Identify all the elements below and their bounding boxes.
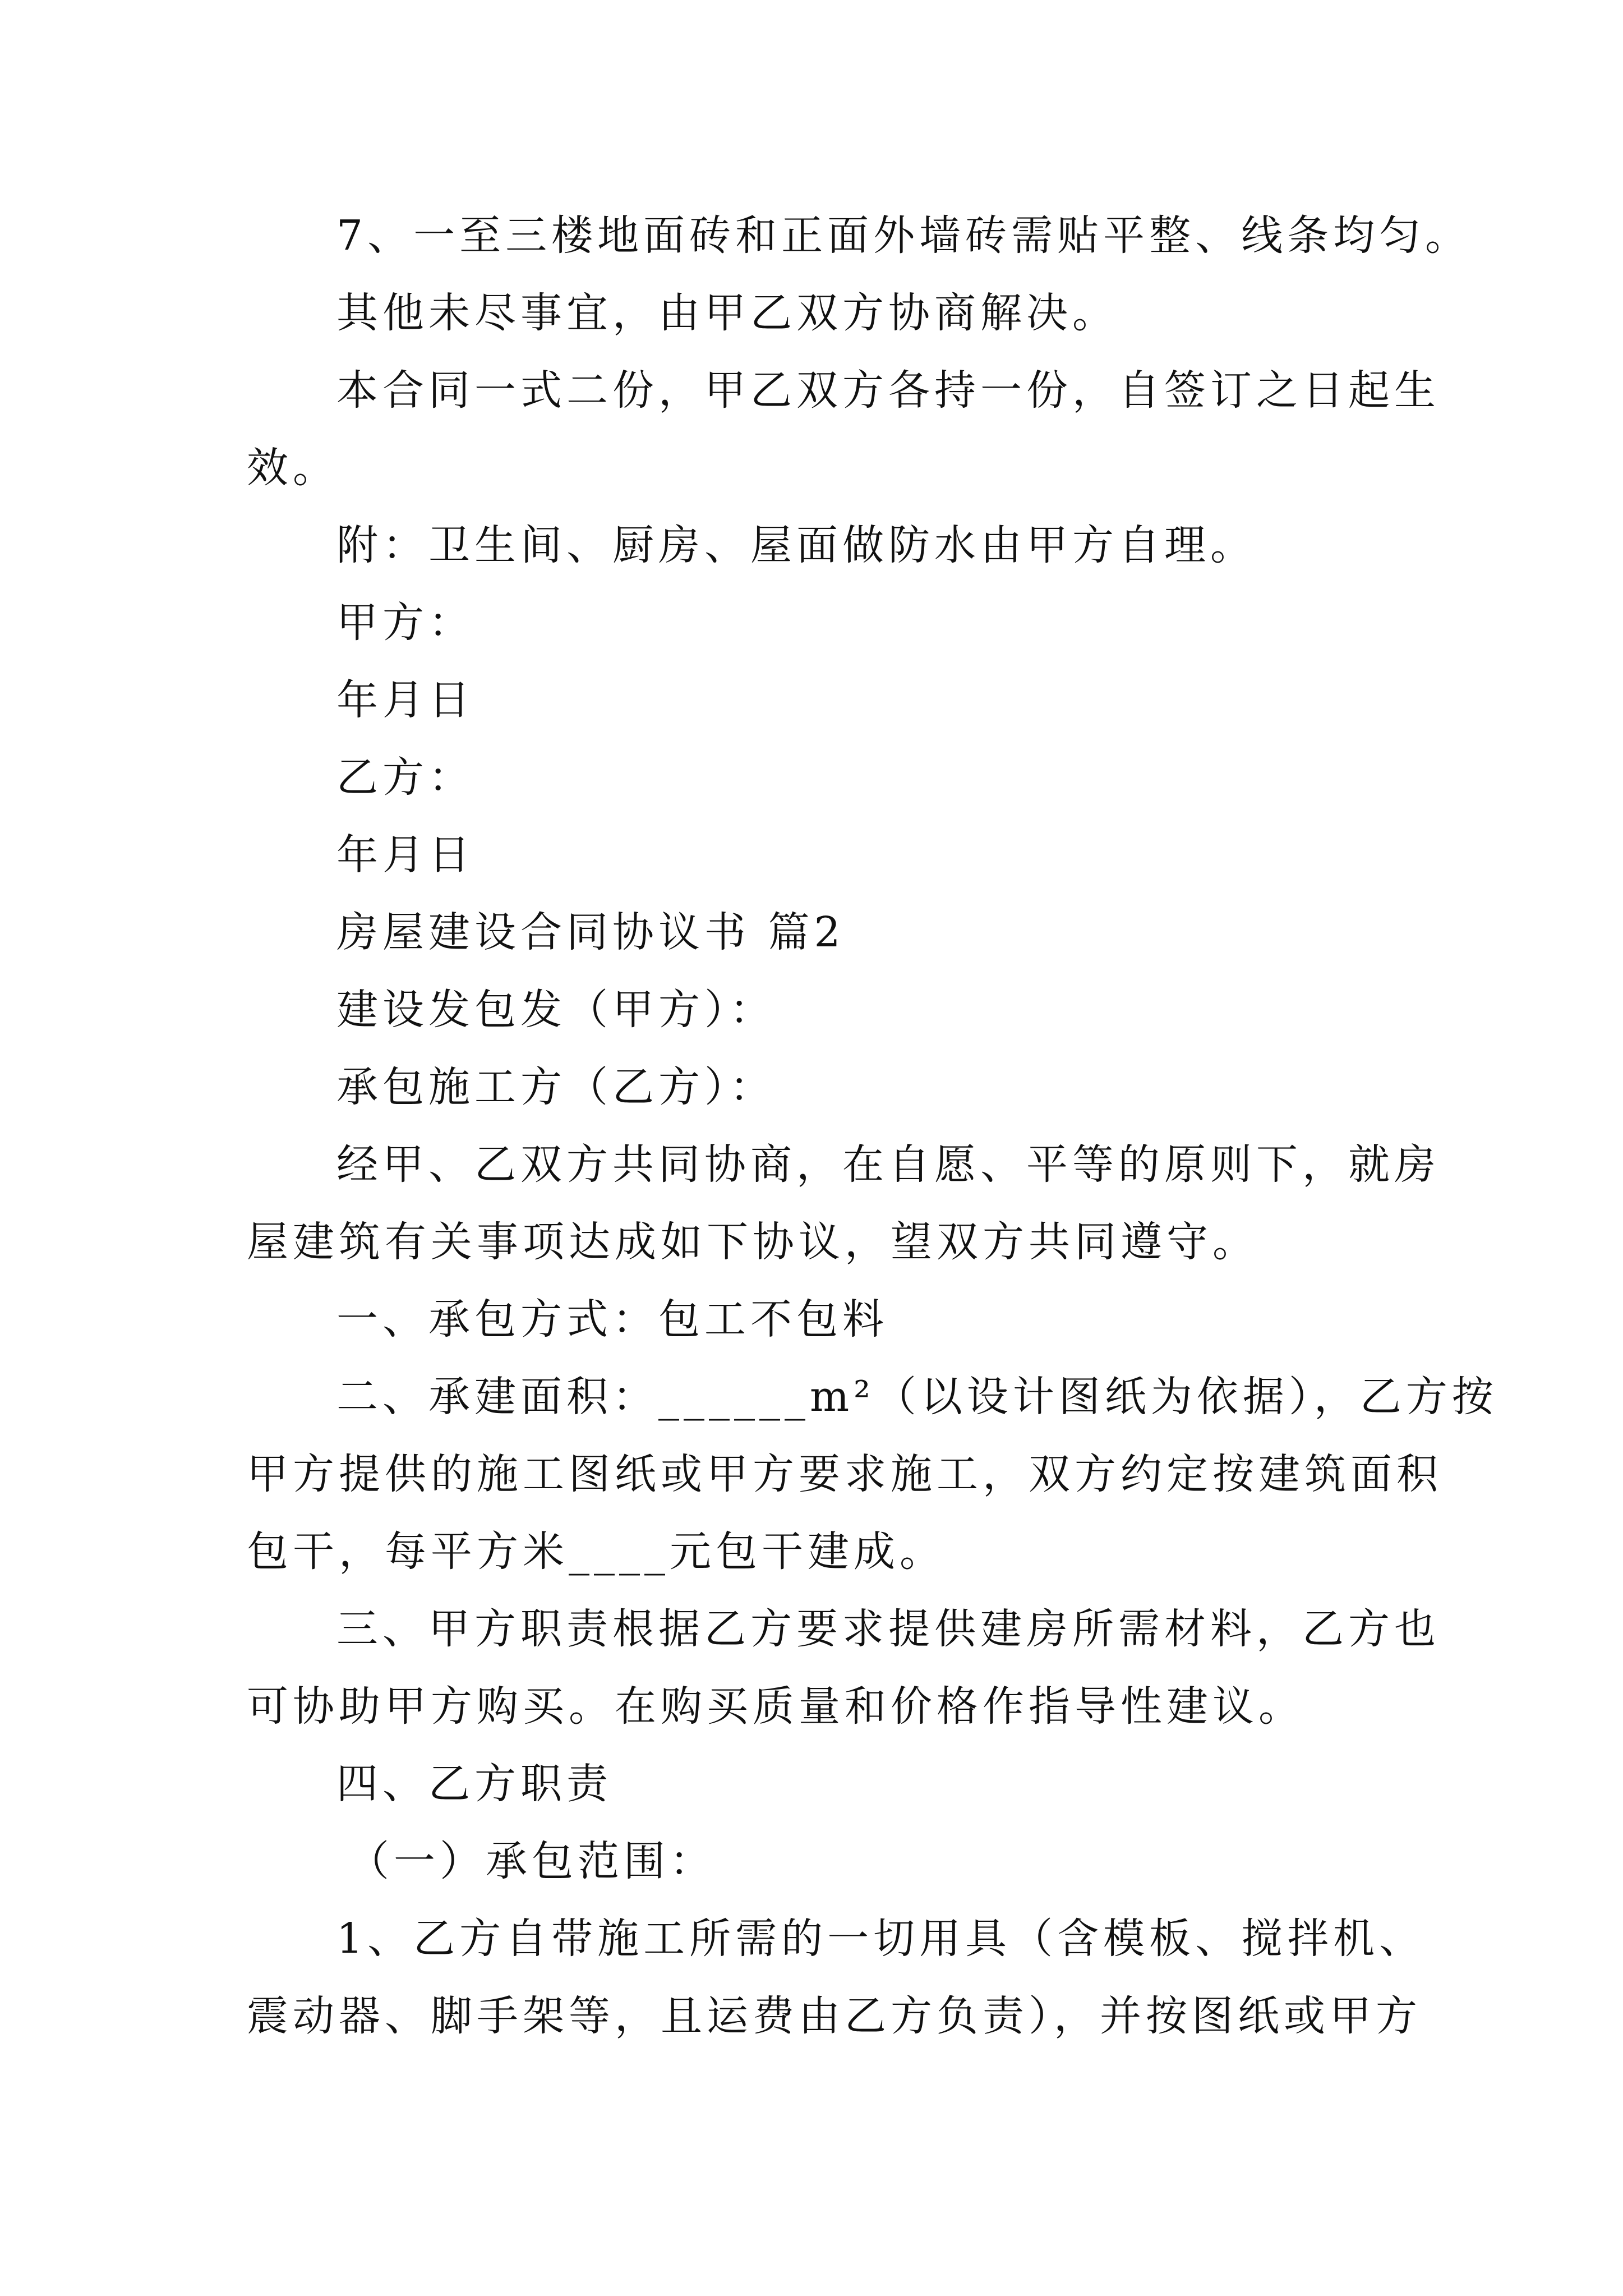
clause-7-text: 7、一至三楼地面砖和正面外墙砖需贴平整、线条均匀。: [336, 211, 1472, 260]
clause-2-line-2: 甲方提供的施工图纸或甲方要求施工，双方约定按建筑面积: [247, 1450, 1442, 1498]
employer-label: 建设发包发（甲方）：: [336, 986, 776, 1034]
copies-text-line-1: 本合同一式二份，甲乙双方各持一份，自签订之日起生: [336, 366, 1440, 415]
party-b-signature-label: 乙方：: [336, 753, 474, 802]
scope-item-1-line-1: 1、乙方自带施工所需的一切用具（含模板、搅拌机、: [336, 1915, 1426, 1963]
preamble-line-1: 经甲、乙双方共同协商，在自愿、平等的原则下，就房: [336, 1140, 1440, 1189]
scope-item-1-line-2: 震动器、脚手架等，且运费由乙方负责），并按图纸或甲方: [247, 1992, 1422, 2040]
clause-3-line-1: 三、甲方职责根据乙方要求提供建房所需材料，乙方也: [336, 1605, 1440, 1653]
clause-1-text: 一、承包方式：包工不包料: [336, 1295, 888, 1343]
clause-4-heading: 四、乙方职责: [336, 1760, 612, 1808]
other-matters-text: 其他未尽事宜，由甲乙双方协商解决。: [336, 289, 1118, 337]
party-a-signature-label: 甲方：: [336, 599, 474, 647]
preamble-line-2: 屋建筑有关事项达成如下协议，望双方共同遵守。: [247, 1218, 1258, 1266]
contractor-label: 承包施工方（乙方）：: [336, 1063, 776, 1111]
copies-text-line-2: 效。: [247, 444, 339, 492]
appendix-text: 附：卫生间、厨房、屋面做防水由甲方自理。: [336, 521, 1256, 569]
clause-2-line-1: 二、承建面积：______m²（以设计图纸为依据），乙方按: [336, 1373, 1498, 1421]
section-title: 房屋建设合同协议书 篇2: [336, 908, 845, 956]
clause-3-line-2: 可协助甲方购买。在购买质量和价格作指导性建议。: [247, 1682, 1304, 1731]
party-b-date-label: 年月日: [336, 831, 474, 879]
party-a-date-label: 年月日: [336, 676, 474, 724]
scope-subheading: （一）承包范围：: [348, 1837, 716, 1885]
clause-2-line-3: 包干，每平方米____元包干建成。: [247, 1527, 946, 1576]
